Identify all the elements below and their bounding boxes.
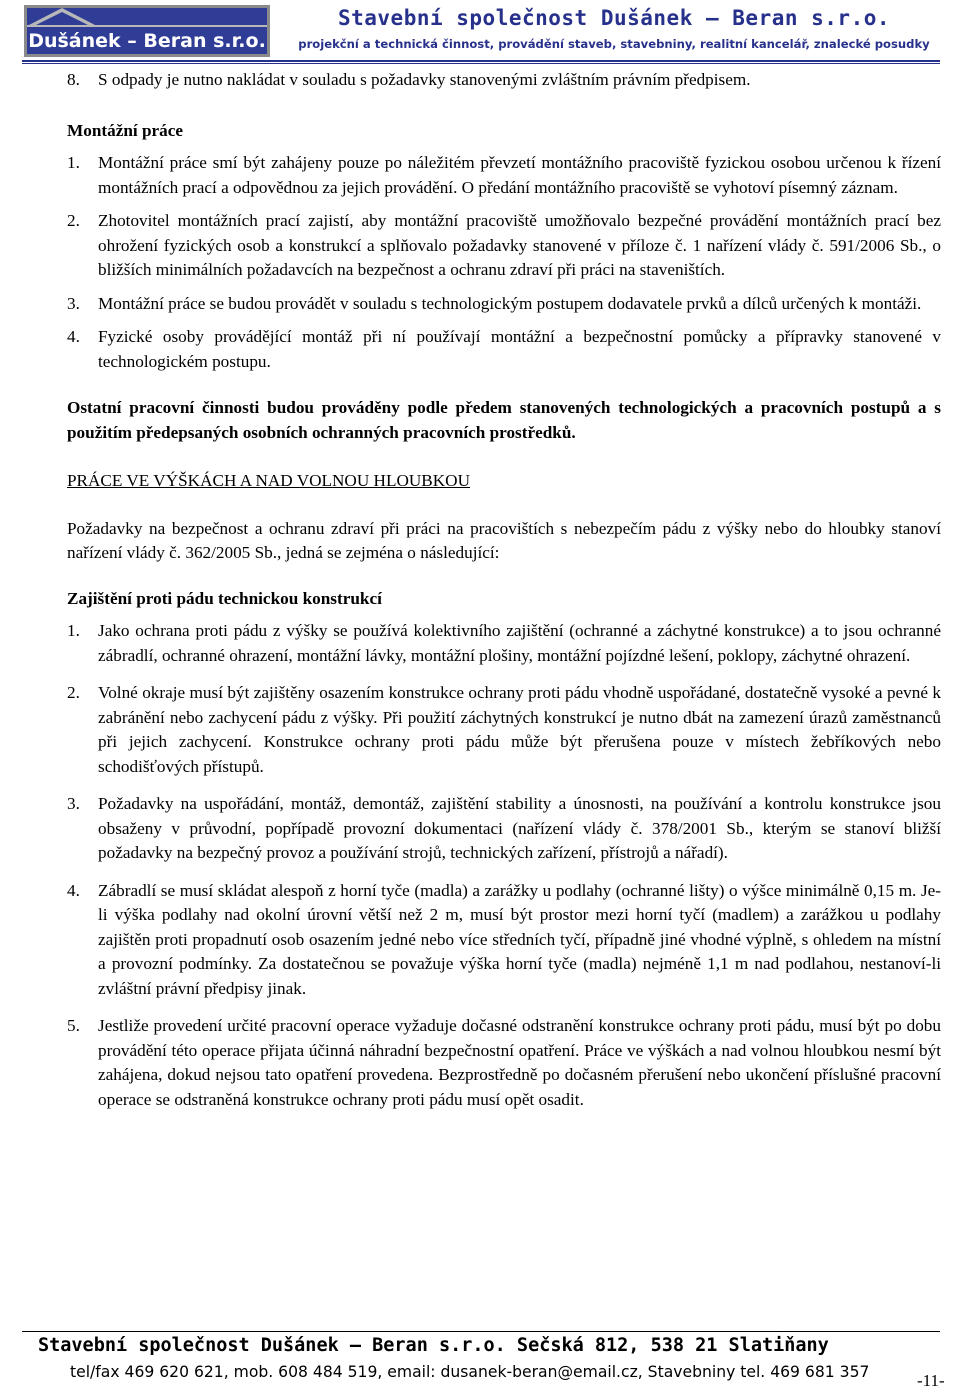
list-item	[67, 151, 941, 200]
item-number: 2.	[67, 683, 80, 702]
company-title: Stavební společnost Dušánek – Beran s.r.o.	[337, 6, 890, 30]
logo-graphic	[24, 5, 270, 57]
section-heading-montaz: Montážní práce	[67, 120, 183, 140]
bold-statement: Ostatní pracovní činnosti budou prováděny podle předem stanovených technologických a pracovních postupů a s použitím předepsaných osobních ochranných pracovních prostředků.	[67, 398, 941, 442]
document-body	[67, 66, 941, 1112]
item-number: 4.	[67, 327, 80, 346]
footer-company-address: Stavební společnost Dušánek – Beran s.r.o. Sečská 812, 538 21 Slatiňany	[38, 1335, 829, 1356]
item-text: Fyzické osoby provádějící montáž při ní používají montážní a bezpečnostní pomůcky a přípravky stanovené v technologickém postupu.	[98, 327, 941, 371]
item-text: Montážní práce smí být zahájeny pouze po náležitém převzetí montážního pracoviště fyzickou osobou určenou k řízení montážních prací a odpovědnou za jejich provádění. O předání montážního pracoviště se vyhotoví písemný záznam.	[98, 153, 941, 197]
item-number: 1.	[67, 621, 80, 640]
item-number: 5.	[67, 1016, 80, 1035]
page-number: -11-	[917, 1371, 945, 1390]
company-subtitle: projekční a technická činnost, provádění staveb, stavebniny, realitní kancelář, znalecké posudky	[298, 37, 930, 51]
item-text: Montážní práce se budou provádět v souladu s technologickým postupem dodavatele prvků a dílců určených k montáži.	[98, 293, 922, 313]
item-number: 2.	[67, 211, 80, 230]
item-text: Volné okraje musí být zajištěny osazením konstrukce ochrany proti pádu vhodně uspořádané, dostatečně vysoké a pevné k zabránění nebo zachycení pádu z výšky. Při použití záchytných konstrukcí je nutno dbát na zamezení úrazů zaměstnanců při jejich zachycení. Konstrukce ochrany proti pádu může být přerušena pouze v místech žebříkových nebo schodišťových přístupů.	[98, 683, 941, 776]
list-item	[67, 68, 941, 93]
item-text: Jestliže provedení určité pracovní operace vyžaduje dočasné odstranění konstrukce ochrany proti pádu, musí být po dobu provádění této operace přijata účinná náhradní bezpečnostní opatření. Práce ve výškách a nad volnou hloubkou nesmí být zahájena, dokud nejsou tato opatření provedena. Bezprostředně po dočasném přerušení nebo ukončení příslušné pracovní operace se odstraněná konstrukce ochrany proti pádu musí opět osadit.	[98, 1016, 941, 1109]
item-text: Zhotovitel montážních prací zajistí, aby montážní pracoviště umožňovalo bezpečné provádění montážních prací bez ohrožení fyzických osob a konstrukcí a splňovalo požadavky stanovené v příloze č. 1 nařízení vlády č. 591/2006 Sb., o bližších minimálních požadavcích na bezpečnost a ochranu zdraví při práci na staveništích.	[98, 211, 941, 279]
item-number: 4.	[67, 880, 80, 900]
item-number: 8.	[67, 70, 80, 89]
list-item	[67, 879, 941, 1002]
footer-contacts: tel/fax 469 620 621, mob. 608 484 519, email: dusanek-beran@email.cz, Stavebniny tel. 469 681 357	[70, 1363, 870, 1381]
logo-text: Dušánek – Beran s.r.o.	[28, 30, 266, 52]
page-header	[0, 0, 960, 60]
header-divider	[22, 60, 940, 64]
list-item	[67, 209, 941, 283]
intro-paragraph: Požadavky na bezpečnost a ochranu zdraví při práci na pracovištích s nebezpečím pádu z výšky nebo do hloubky stanoví nařízení vlády č. 362/2005 Sb., jedná se zejména o následující:	[67, 518, 941, 562]
item-text: Požadavky na uspořádání, montáž, demontáž, zajištění stability a únosnosti, na používání a kontrolu konstrukce jsou obsaženy v průvodní, popřípadě provozní dokumentaci (nařízení vlády č. 378/2001 Sb., kterým se stanoví bližší požadavky na bezpečný provoz a používání strojů, technických zařízení, přístrojů a nářadí).	[98, 794, 941, 862]
item-text: Jako ochrana proti pádu z výšky se používá kolektivního zajištění (ochranné a záchytné konstrukce) a to jsou ochranné zábradlí, ochranné ohrazení, montážní lávky, montážní plošiny, montážní pojízdné lešení, poklopy, záchytné ohrazení.	[98, 621, 941, 665]
company-logo	[24, 5, 270, 57]
item-number: 3.	[67, 293, 80, 313]
list-item	[67, 292, 941, 317]
list-item	[67, 325, 941, 374]
section-heading-vysky: PRÁCE VE VÝŠKÁCH A NAD VOLNOU HLOUBKOU	[67, 471, 470, 490]
item-text: Zábradlí se musí skládat alespoň z horní tyče (madla) a zarážky u podlahy (ochranné lišty) o výšce minimálně 0,15 m. Je-li výška podlahy nad okolní úrovní větší než 2 m, musí být prostor mezi horní tyčí (madlem) a zarážkou u podlahy zajištěn proti propadnutí osob osazením jedné nebo více středních tyčí, případně jiné vhodné výplně, s ohledem na místní a provozní podmínky. Za dostatečnou se považuje výška horní tyče (madla) nejméně 1,1 m nad podlahou, nestanoví-li zvláštní právní předpisy jinak.	[98, 880, 941, 998]
footer-divider	[22, 1331, 940, 1332]
item-text: S odpady je nutno nakládat v souladu s požadavky stanovenými zvláštním právním předpisem.	[98, 70, 751, 89]
item-number: 3.	[67, 794, 80, 813]
section-heading-zajisteni: Zajištění proti pádu technickou konstrukcí	[67, 588, 382, 608]
list-item	[67, 1014, 941, 1112]
item-number: 1.	[67, 153, 80, 172]
list-item	[67, 681, 941, 779]
list-item	[67, 619, 941, 668]
list-item	[67, 792, 941, 866]
